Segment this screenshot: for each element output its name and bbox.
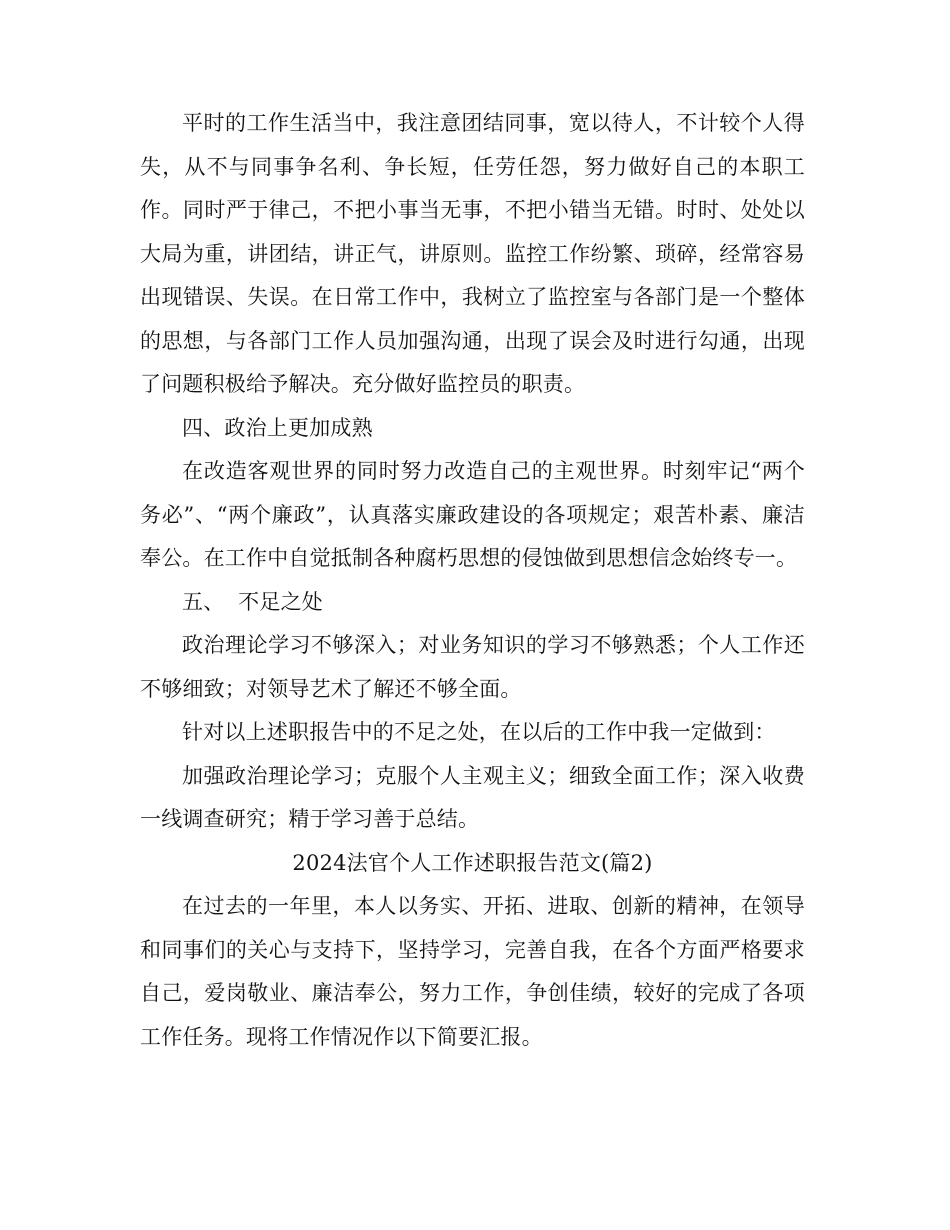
article-title: 2024法官个人工作述职报告范文(篇2): [292, 850, 653, 875]
paragraph-commitment-intro: 针对以上述职报告中的不足之处，在以后的工作中我一定做到：: [182, 720, 776, 744]
section-heading-politics: 四、政治上更加成熟: [182, 415, 373, 440]
paragraph-politics: 在改造客观世界的同时努力改造自己的主观世界。时刻牢记“两个务必”、“两个廉政”，认真落实廉政建设的各项规定；艰苦朴素、廉洁奉公。在工作中自觉抵制各种腐朽思想的侵蚀做到思想信念始终专一。: [140, 459, 805, 570]
paragraph-shortcomings: 政治理论学习不够深入；对业务知识的学习不够熟悉；个人工作还不够细致；对领导艺术了解还不够全面。: [140, 633, 805, 701]
paragraph-commitment-list: 加强政治理论学习；克服个人主观主义；细致全面工作；深入收费一线调查研究；精于学习善于总结。: [140, 763, 805, 831]
paragraph-article-intro: 在过去的一年里，本人以务实、开拓、进取、创新的精神，在领导和同事们的关心与支持下，坚持学习，完善自我，在各个方面严格要求自己，爱岗敬业、廉洁奉公，努力工作，争创佳绩，较好的完成了各项工作任务。现将工作情况作以下简要汇报。: [140, 894, 805, 1049]
document-body: [140, 102, 805, 1059]
section-heading-shortcomings: 五、 不足之处: [182, 589, 323, 614]
paragraph-teamwork: 平时的工作生活当中，我注意团结同事，宽以待人，不计较个人得失，从不与同事争名利、争长短，任劳任怨，努力做好自己的本职工作。同时严于律己，不把小事当无事，不把小错当无错。时时、处处以大局为重，讲团结，讲正气，讲原则。监控工作纷繁、琐碎，经常容易出现错误、失误。在日常工作中，我树立了监控室与各部门是一个整体的思想，与各部门工作人员加强沟通，出现了误会及时进行勾通，出现了问题积极给予解决。充分做好监控员的职责。: [140, 111, 805, 396]
